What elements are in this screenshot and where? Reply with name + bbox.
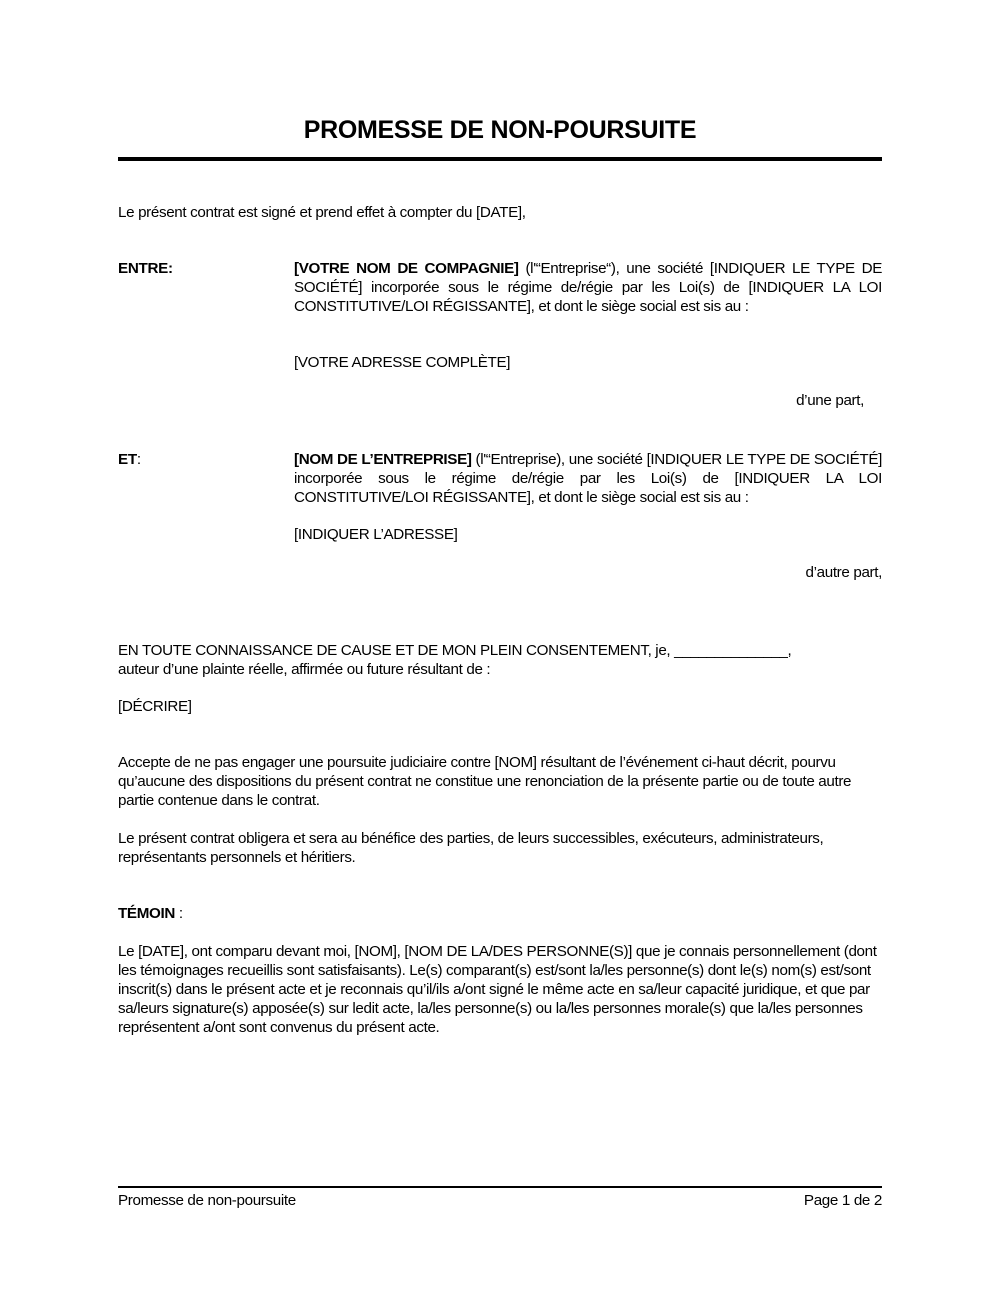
party2-block	[294, 450, 882, 507]
consent-line-1: EN TOUTE CONNAISSANCE DE CAUSE ET DE MON PLEIN CONSENTEMENT, je, ______________,	[118, 642, 792, 659]
party2-name: [NOM DE L’ENTREPRISE]	[294, 451, 472, 468]
footer-document-name: Promesse de non-poursuite	[118, 1192, 296, 1209]
footer-page-number: Page 1 de 2	[803, 1192, 882, 1209]
binding-paragraph: Le présent contrat obligera et sera au bénéfice des parties, de leurs successibles, exécuteurs, administrateurs, représentants personnels et héritiers.	[118, 830, 824, 866]
consent-line-2: auteur d’une plainte réelle, affirmée ou future résultant de :	[118, 661, 491, 678]
party2-label: ET:	[118, 451, 141, 468]
describe-placeholder: [DÉCRIRE]	[118, 698, 192, 715]
party1-label: ENTRE:	[118, 260, 173, 277]
party1-name: [VOTRE NOM DE COMPAGNIE]	[294, 260, 519, 277]
document-title: PROMESSE DE NON-POURSUITE	[303, 116, 697, 144]
party1-closing: d’une part,	[796, 392, 864, 409]
witness-paragraph: Le [DATE], ont comparu devant moi, [NOM], [NOM DE LA/DES PERSONNE(S)] que je connais personnellement (dont les témoignages recueillis sont satisfaisants). Le(s) comparant(s) est/sont la/les personne(s) dont le(s) nom(s) est/sont inscrit(s) dans le présent acte et je reconnais qu’il/ils a/ont signé le même acte en sa/leur capacité juridique, et que par sa/leurs signature(s) apposée(s) sur ledit acte, la/les personne(s) ou la/les personnes morale(s) que la/les personnes représentent a/ont sont convenus du présent acte.	[118, 943, 877, 1036]
party2-closing: d’autre part,	[805, 564, 882, 581]
witness-heading: TÉMOIN :	[118, 905, 183, 922]
accept-paragraph: Accepte de ne pas engager une poursuite judiciaire contre [NOM] résultant de l’événement ci-haut décrit, pourvu qu’aucune des dispositions du présent contrat ne constitue une renonciation de la présente partie ou de toute autre partie contenue dans le contrat.	[118, 754, 852, 809]
title-divider	[118, 157, 882, 161]
party2-address: [INDIQUER L’ADRESSE]	[294, 526, 458, 543]
party1-description: (l'“Entreprise“), une société [INDIQUER LE TYPE DE SOCIÉTÉ] incorporée sous le régime de/régie par les Loi(s) de [INDIQUER LA LOI CONSTITUTIVE/LOI RÉGISSANTE], et dont le siège social est sis au :	[294, 260, 882, 315]
party1-block	[294, 259, 882, 316]
party1-address: [VOTRE ADRESSE COMPLÈTE]	[294, 354, 511, 371]
footer-divider	[118, 1186, 882, 1188]
intro-text: Le présent contrat est signé et prend effet à compter du [DATE],	[118, 204, 526, 221]
party2-description: (l'“Entreprise), une société [INDIQUER LE TYPE DE SOCIÉTÉ] incorporée sous le régime de/régie par les Loi(s) de [INDIQUER LA LOI CONSTITUTIVE/LOI RÉGISSANTE], et dont le siège social est sis au :	[294, 451, 882, 506]
